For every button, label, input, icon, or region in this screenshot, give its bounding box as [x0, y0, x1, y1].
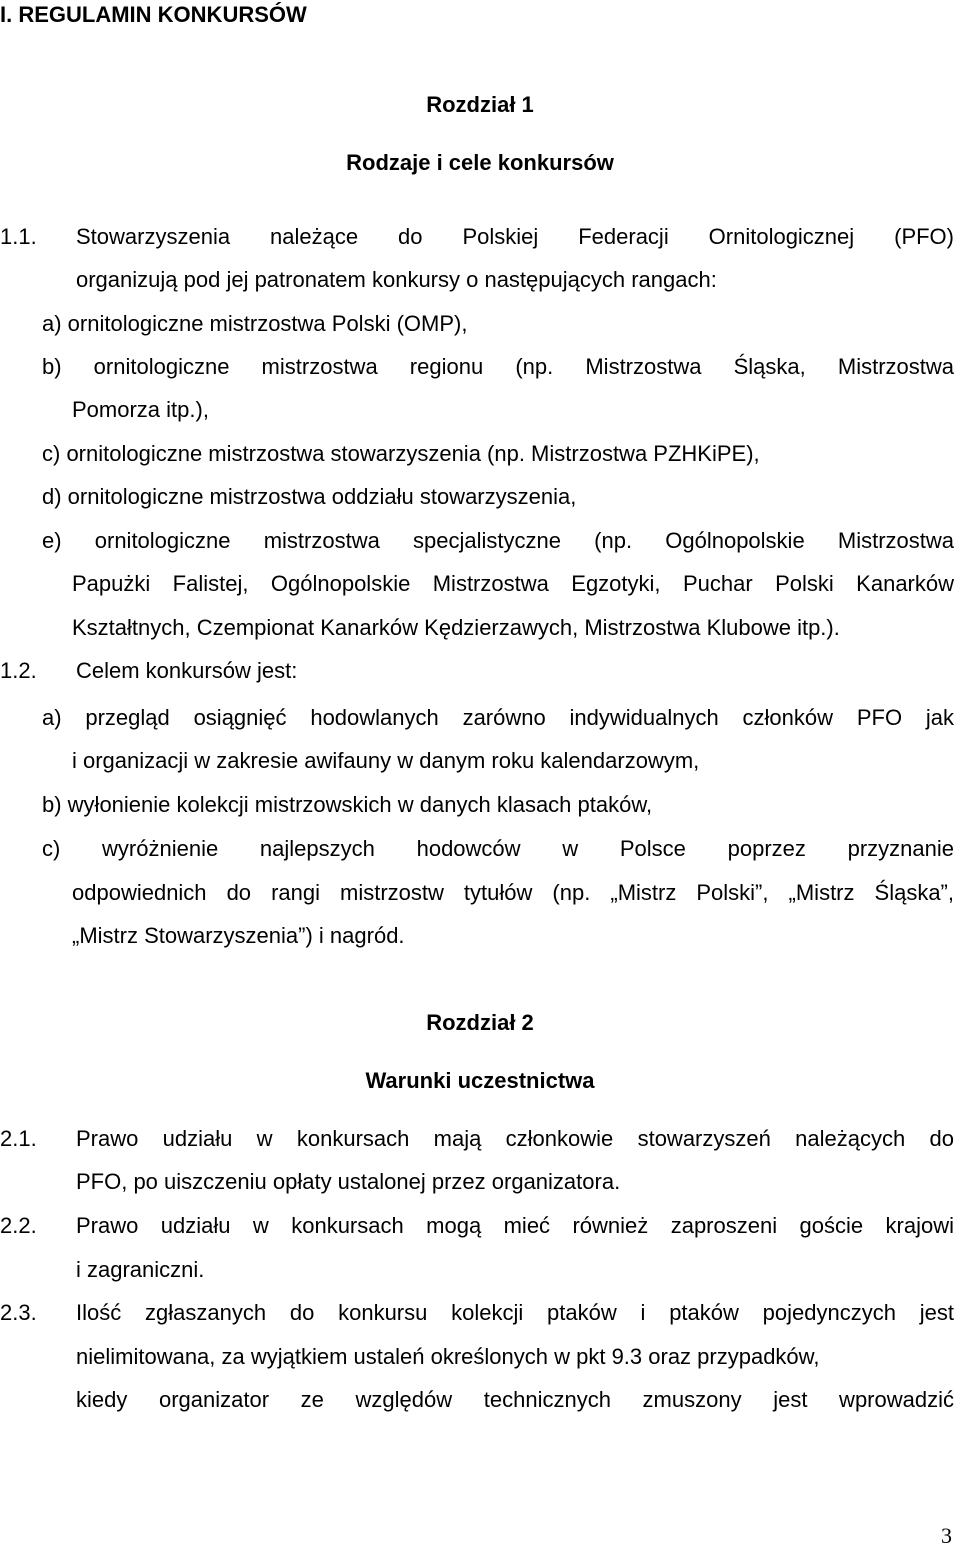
list-item-b: b) ornitologiczne mistrzostwa regionu (np. Mistrzostwa Śląska, Mistrzostwa	[42, 354, 954, 379]
list-item-b-cont: Pomorza itp.),	[72, 397, 209, 422]
section-line: organizują pod jej patronatem konkursy o następujących rangach:	[76, 267, 717, 292]
section-line: i zagraniczni.	[76, 1257, 205, 1282]
list-item-c: c) wyróżnienie najlepszych hodowców w Polsce poprzez przyznanie	[42, 836, 954, 861]
section-line: Ilość zgłaszanych do konkursu kolekcji ptaków i ptaków pojedynczych jest	[76, 1300, 954, 1325]
list-item-c: c) ornitologiczne mistrzostwa stowarzyszenia (np. Mistrzostwa PZHKiPE),	[42, 441, 760, 466]
section-number: 1.1.	[0, 224, 37, 249]
page-number: 3	[941, 1523, 952, 1548]
chapter-1-label: Rozdział 1	[426, 92, 534, 117]
section-line: Prawo udziału w konkursach mają członkowie stowarzyszeń należących do	[76, 1126, 954, 1151]
list-item-e: e) ornitologiczne mistrzostwa specjalistyczne (np. Ogólnopolskie Mistrzostwa	[42, 528, 954, 553]
section-line: nielimitowana, za wyjątkiem ustaleń określonych w pkt 9.3 oraz przypadków,	[76, 1344, 820, 1369]
section-line: Prawo udziału w konkursach mogą mieć również zaproszeni goście krajowi	[76, 1213, 954, 1238]
list-item-d: d) ornitologiczne mistrzostwa oddziału stowarzyszenia,	[42, 484, 577, 509]
section-line: kiedy organizator ze względów technicznych zmuszony jest wprowadzić	[76, 1387, 954, 1412]
section-number: 1.2.	[0, 658, 37, 683]
section-number: 2.1.	[0, 1126, 37, 1151]
list-item-e-cont: Kształtnych, Czempionat Kanarków Kędzierzawych, Mistrzostwa Klubowe itp.).	[72, 615, 840, 640]
chapter-1-subtitle: Rodzaje i cele konkursów	[346, 150, 614, 175]
list-item-a: a) ornitologiczne mistrzostwa Polski (OMP),	[42, 311, 468, 336]
chapter-2-subtitle: Warunki uczestnictwa	[365, 1068, 595, 1093]
list-item-c-cont: odpowiednich do rangi mistrzostw tytułów (np. „Mistrz Polski”, „Mistrz Śląska”,	[72, 880, 954, 905]
document-title: I. REGULAMIN KONKURSÓW	[0, 2, 307, 27]
section-line: PFO, po uiszczeniu opłaty ustalonej przez organizatora.	[76, 1169, 621, 1194]
section-line: Stowarzyszenia należące do Polskiej Federacji Ornitologicznej (PFO)	[76, 224, 954, 249]
list-item-b: b) wyłonienie kolekcji mistrzowskich w danych klasach ptaków,	[42, 792, 653, 817]
section-line: Celem konkursów jest:	[76, 658, 298, 683]
list-item-c-cont: „Mistrz Stowarzyszenia”) i nagród.	[72, 923, 405, 948]
section-number: 2.3.	[0, 1300, 37, 1325]
list-item-a-cont: i organizacji w zakresie awifauny w danym roku kalendarzowym,	[72, 748, 700, 773]
list-item-e-cont: Papużki Falistej, Ogólnopolskie Mistrzostwa Egzotyki, Puchar Polski Kanarków	[72, 571, 954, 596]
section-number: 2.2.	[0, 1213, 37, 1238]
list-item-a: a) przegląd osiągnięć hodowlanych zarówno indywidualnych członków PFO jak	[42, 705, 954, 730]
chapter-2-label: Rozdział 2	[426, 1010, 534, 1035]
